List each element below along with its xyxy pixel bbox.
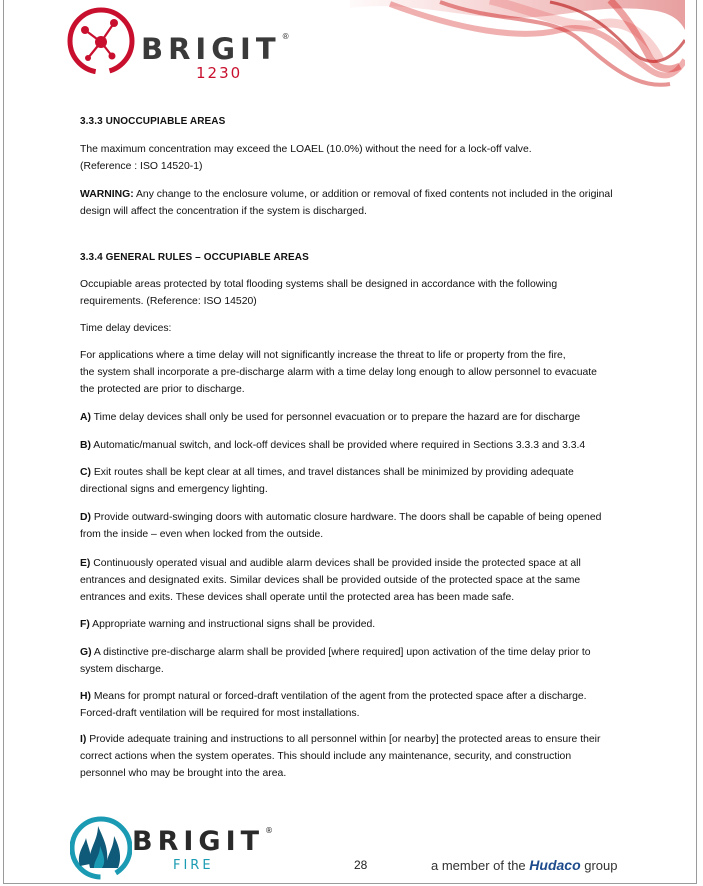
member-tagline: a member of the Hudaco group bbox=[431, 857, 618, 873]
warning-text: Any change to the enclosure volume, or addition or removal of fixed contents not included in the original design will affect the concentration if the system is discharged. bbox=[80, 189, 613, 217]
section-334-paragraph: Occupiable areas protected by total flooding systems shall be designed in accordance with the following requirements. (Reference: ISO 14520) bbox=[80, 279, 558, 307]
rule-label: G) bbox=[80, 647, 92, 658]
warning-paragraph bbox=[80, 186, 640, 220]
rule-text-line: from the inside – even when locked from the outside. bbox=[80, 529, 324, 540]
section-333-title: 3.3.3 UNOCCUPIABLE AREAS bbox=[80, 116, 226, 127]
molecule-logo-icon bbox=[66, 6, 136, 76]
rule-item bbox=[80, 437, 640, 454]
rule-label: B) bbox=[80, 440, 91, 451]
rule-item bbox=[80, 464, 640, 498]
rule-text-line: correct actions when the system operates. This should include any maintenance, security, and construction bbox=[80, 751, 572, 762]
rule-label: E) bbox=[80, 558, 91, 569]
rule-text-line: entrances and exits. These devices shall operate until the protected area has been made safe. bbox=[80, 592, 515, 603]
rule-text-line: Provide adequate training and instructions to all personnel within [or nearby] the protected areas to ensure their bbox=[89, 734, 601, 745]
rule-text-line: Exit routes shall be kept clear at all times, and travel distances shall be minimized by providing adequate bbox=[93, 467, 574, 478]
rule-item bbox=[80, 731, 640, 782]
brigit-fire-logo bbox=[70, 814, 280, 882]
footer-logo-wordmark: BRIGIT® bbox=[132, 826, 274, 857]
rule-label: F) bbox=[80, 619, 90, 630]
rule-text-line: entrances and designated exits. Similar devices shall be provided outside of the protected space at the same bbox=[80, 575, 581, 586]
intro-paragraph: For applications where a time delay will not significantly increase the threat to life or property from the fire, the system shall incorporate a pre-discharge alarm with a time delay long enough to allow personnel to evacuate the protected are prior to discharge. bbox=[80, 350, 597, 395]
rule-label: C) bbox=[80, 467, 91, 478]
rule-text-line: directional signs and emergency lighting. bbox=[80, 484, 268, 495]
logo-wordmark: BRIGIT® bbox=[141, 32, 290, 66]
red-smoke-decoration bbox=[350, 0, 685, 92]
brigit-1230-logo bbox=[66, 6, 306, 86]
rule-item bbox=[80, 509, 640, 543]
rule-label: I) bbox=[80, 734, 87, 745]
rule-text-line: A distinctive pre-discharge alarm shall be provided [where required] upon activation of the time delay prior to bbox=[93, 647, 591, 658]
rule-text-line: Automatic/manual switch, and lock-off devices shall be provided where required in Sections 3.3.3 and 3.3.4 bbox=[93, 440, 586, 451]
time-delay-label: Time delay devices: bbox=[80, 323, 172, 334]
rule-label: D) bbox=[80, 512, 91, 523]
rule-text-line: Time delay devices shall only be used for personnel evacuation or to prepare the hazard are for discharge bbox=[93, 412, 581, 423]
flame-logo-icon bbox=[70, 814, 132, 882]
rule-text-line: Provide outward-swinging doors with automatic closure hardware. The doors shall be capable of being opened bbox=[93, 512, 602, 523]
rule-item bbox=[80, 688, 640, 722]
footer-logo-subtitle: FIRE bbox=[173, 858, 214, 873]
rule-label: H) bbox=[80, 691, 91, 702]
rule-item bbox=[80, 616, 640, 633]
rule-item bbox=[80, 644, 640, 678]
rule-text-line: Continuously operated visual and audible alarm devices shall be provided inside the protected space at all bbox=[93, 558, 581, 569]
hudaco-brand: Hudaco bbox=[529, 857, 581, 873]
page-number: 28 bbox=[354, 858, 368, 872]
warning-label: WARNING: bbox=[80, 189, 134, 200]
logo-subtitle: 1230 bbox=[196, 64, 243, 82]
rule-label: A) bbox=[80, 412, 91, 423]
rule-text-line: Appropriate warning and instructional signs shall be provided. bbox=[92, 619, 376, 630]
rule-text-line: system discharge. bbox=[80, 664, 164, 675]
section-333-paragraph: The maximum concentration may exceed the LOAEL (10.0%) without the need for a lock-off valve. (Reference : ISO 14520-1) bbox=[80, 144, 532, 172]
section-334-title: 3.3.4 GENERAL RULES – OCCUPIABLE AREAS bbox=[80, 252, 309, 263]
rule-item bbox=[80, 555, 640, 606]
rule-text-line: Means for prompt natural or forced-draft ventilation of the agent from the protected space after a discharge. bbox=[93, 691, 587, 702]
rule-text-line: personnel who may be brought into the area. bbox=[80, 768, 287, 779]
rule-text-line: Forced-draft ventilation will be required for most installations. bbox=[80, 708, 360, 719]
rule-item bbox=[80, 409, 640, 426]
